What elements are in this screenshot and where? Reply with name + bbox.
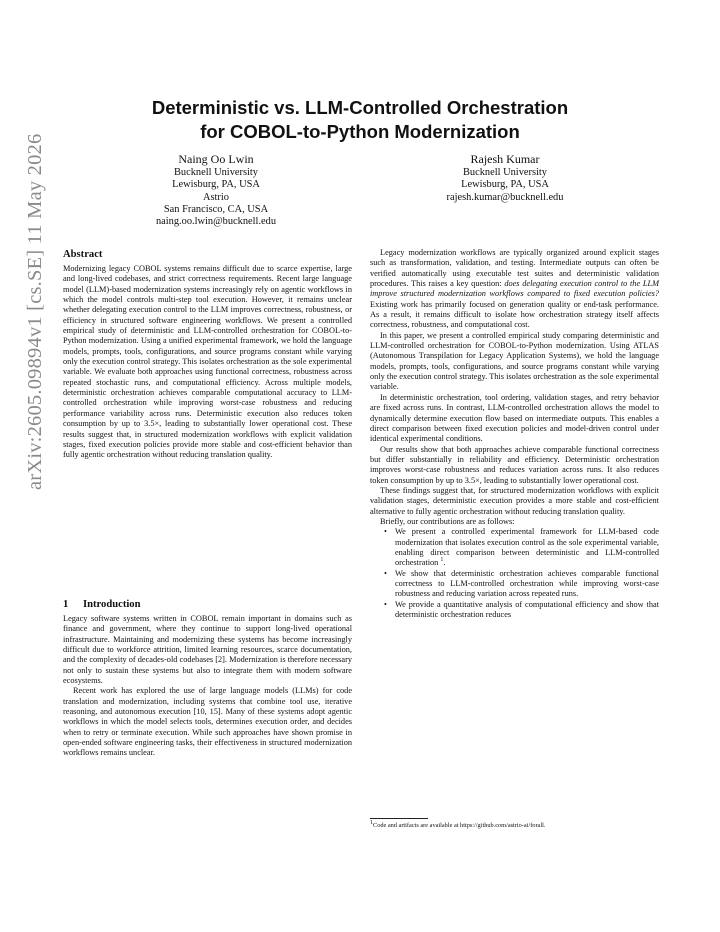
- author-2-affiliation: Bucknell University: [463, 167, 547, 178]
- bullet-dot: •: [384, 568, 387, 578]
- intro-section-number: 1: [63, 599, 69, 610]
- research-question: does delegating execution control to the LLM improve structured modernization workflows compared to fixed execution policies?: [370, 279, 659, 299]
- author-1-location-2: San Francisco, CA, USA: [163, 203, 269, 215]
- author-1-name: Naing Oo Lwin: [178, 152, 254, 166]
- contribution-text-3: We provide a quantitative analysis of computational efficiency and show that deterministic orchestration reduces: [395, 599, 659, 620]
- arxiv-identifier: arXiv:2605.09894v1 [cs.SE] 11 May 2026: [24, 133, 46, 490]
- intro-paragraph-2: Recent work has explored the use of large language models (LLMs) for code translation and modernization, including systems that combine tool use, iterative reasoning, and autonomous execution [10, 15]. Many of these systems adopt agentic workflows in which the model selects tools, determines execution order, and decides when to retry or terminate execution. While such approaches have shown promise in open-ended software engineering tasks, their effectiveness in structured modernization workflows remains unclear.: [63, 686, 352, 758]
- intro-body: [63, 614, 352, 759]
- right-paragraph-1-start: Legacy modernization workflows are typically organized around explicit stages such as transformation, validation, and testing. Intermediate outputs can often be verified automatically using executable test suites and deterministic validation procedures. This raises a key question:: [370, 248, 659, 289]
- contribution-item: [370, 600, 659, 621]
- author-1: [136, 152, 296, 228]
- bullet-dot: •: [384, 599, 387, 609]
- contribution-item: [370, 569, 659, 600]
- author-2-name: Rajesh Kumar: [470, 152, 540, 166]
- contribution-text-2: We show that deterministic orchestration achieves comparable functional correctness to LLM-controlled orchestration while improving worst-case robustness and reducing variation across repeated runs.: [395, 568, 659, 599]
- author-1-location: Lewisburg, PA, USA: [172, 179, 260, 191]
- footnote: [370, 819, 670, 830]
- right-paragraph-6: Briefly, our contributions are as follows:: [380, 516, 515, 526]
- paper-title: [60, 96, 660, 144]
- right-column-body: [370, 248, 659, 620]
- title-line-2: for COBOL-to-Python Modernization: [200, 121, 520, 142]
- abstract-heading: Abstract: [63, 249, 103, 260]
- intro-paragraph-1: Legacy software systems written in COBOL remain important in domains such as finance and government, where they continue to support long-lived operational infrastructure. Maintaining and modernizing these systems has become increasingly difficult due to workforce attrition, limited learning resources, scarce documentation, and the complexity of decades-old codebases [2]. Modernization is therefore necessary not only to sustain these systems but also to integrate them with modern software ecosystems.: [63, 614, 352, 686]
- right-paragraph-3: In deterministic orchestration, tool ordering, validation stages, and retry behavior are fixed across runs. In contrast, LLM-controlled orchestration allows the model to dynamically determine execution flow based on intermediate outputs. This enables a direct comparison between fixed execution policies and model-driven control under identical experimental conditions.: [370, 392, 659, 444]
- author-2-email: rajesh.kumar@bucknell.edu: [446, 191, 564, 203]
- footnote-rule: [370, 818, 428, 819]
- contributions-list: [370, 527, 659, 620]
- right-paragraph-5: These findings suggest that, for structured modernization workflows with explicit validation stages, deterministic execution provides a more stable and cost-efficient alternative to fully agentic orchestration without reducing translation quality.: [370, 485, 659, 516]
- footnote-number: 1: [370, 819, 373, 826]
- abstract-body: [63, 264, 352, 461]
- author-1-affiliation: Bucknell University: [174, 167, 258, 178]
- right-paragraph-4: Our results show that both approaches achieve comparable functional correctness but differ substantially in reliability and efficiency. Deterministic orchestration improves worst-case robustness and reduces variation across runs. It also reduces token consumption by up to 3.5×, leading to substantially lower operational cost.: [370, 444, 659, 485]
- right-paragraph-2: In this paper, we present a controlled empirical study comparing deterministic and LLM-controlled orchestration for COBOL-to-Python modernization. Using ATLAS (Autonomous Transpilation for Legacy Application Systems), we hold the language models, prompts, tools, configurations, and source programs constant while varying only the execution control strategy. This isolates orchestration as the sole experimental variable.: [370, 330, 659, 392]
- right-paragraph-1-end: Existing work has primarily focused on generation quality or end-task performance. As a result, it remains difficult to isolate how orchestration strategy itself affects correctness, robustness, and computational cost.: [370, 299, 659, 330]
- footnote-text: Code and artifacts are available at https://github.com/astrio-ai/forall.: [373, 822, 546, 829]
- author-2-location: Lewisburg, PA, USA: [461, 179, 549, 191]
- right-paragraph-1: [370, 248, 659, 331]
- intro-heading-text: Introduction: [83, 599, 141, 610]
- contribution-text-1: We present a controlled experimental framework for LLM-based code modernization that isolates execution control as the sole experimental variable, enabling direct comparison between deterministic and LLM-controlled orchestration: [395, 527, 659, 568]
- intro-heading: [63, 598, 141, 611]
- footnote-marker: 1: [440, 557, 444, 564]
- author-2: [415, 152, 595, 204]
- abstract-text: Modernizing legacy COBOL systems remains difficult due to scarce expertise, large and long-lived codebases, and strict correctness requirements. Recent large language model (LLM)-based modernization systems increasingly rely on agentic workflows in which the model controls multi-step tool execution. However, it remains unclear whether delegating execution control to the LLM improves correctness, robustness, or efficiency in structured software engineering workflows. We present a controlled empirical study of deterministic and LLM-controlled orchestration for COBOL-to-Python modernization. Using a unified experimental framework, we hold the language models, prompts, tools, configurations, and source programs constant while varying only the execution control strategy. This isolates orchestration as the sole experimental variable. We evaluate both approaches using functional correctness, robustness across repeated stochastic runs, and computational efficiency. Across multiple models, deterministic orchestration achieves comparable computational accuracy to LLM-controlled orchestration while improving worst-case robustness and reducing performance variability across runs. Deterministic execution also reduces token consumption by up to 3.5×, leading to substantially lower operational cost. These results suggest that, in structured modernization workflows with explicit validation stages, fixed execution policies provide more stable and cost-efficient behavior than fully agentic orchestration without reducing translation quality.: [63, 264, 352, 460]
- author-1-email: naing.oo.lwin@bucknell.edu: [155, 216, 277, 228]
- author-1-affiliation-2: Astrio: [203, 191, 229, 203]
- title-line-1: Deterministic vs. LLM-Controlled Orchestration: [151, 97, 569, 118]
- contribution-item: • We present a controlled experimental framework for LLM-based code modernization that isolates execution control as the sole experimental variable, enabling direct comparison between deterministic and LLM-controlled orchestration $^1$.: [384, 527, 659, 568]
- bullet-dot: •: [384, 527, 387, 537]
